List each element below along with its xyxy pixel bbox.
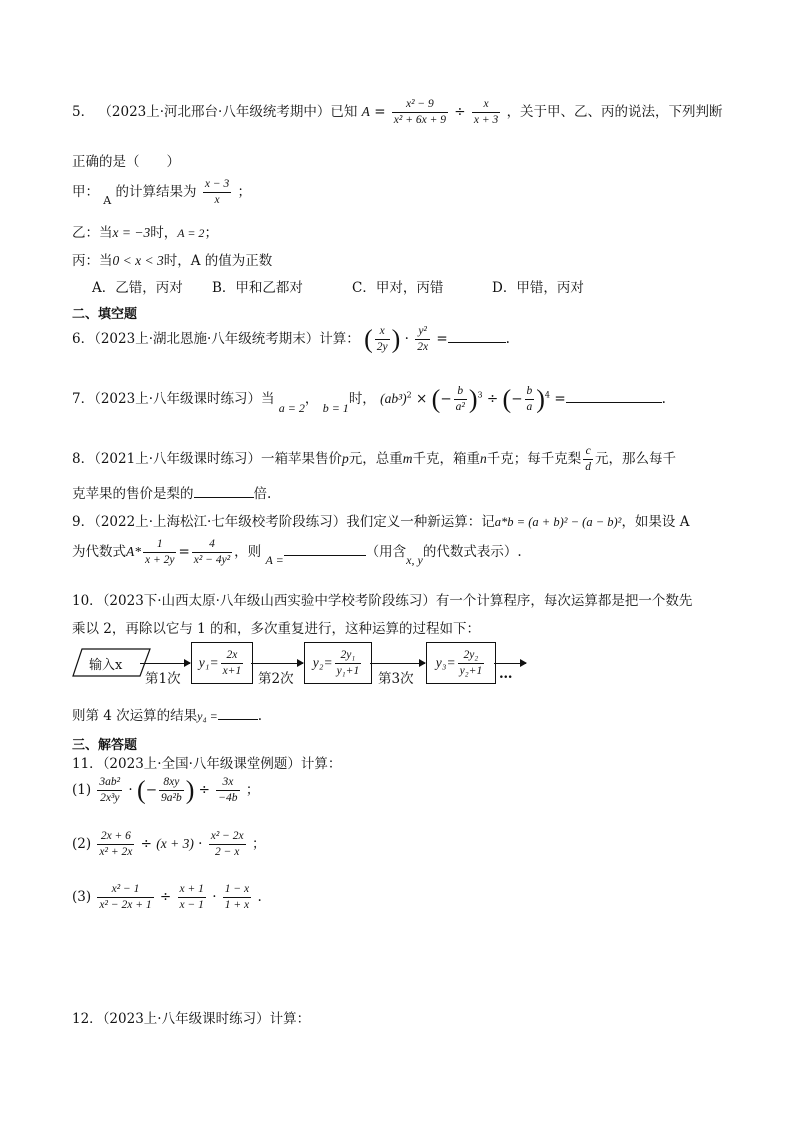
q6-frac2: $\frac{\text{y²}}{2x}$ (417, 325, 429, 353)
q8-answer-blank[interactable] (194, 485, 254, 498)
q12-header: 12．（2023上·八年级课时练习）计算： (72, 1011, 311, 1027)
q5-tail: ，关于甲、乙、丙的说法，下列判断 (506, 104, 723, 120)
q5-eq: = (374, 104, 386, 120)
section-answer-heading: 三、解答题 (72, 738, 138, 753)
q5-option-a: A．乙错，丙对 (92, 280, 183, 296)
q7-frac1: $\frac{b}{\text{a²}}$ (455, 385, 465, 413)
q10-line2: 乘以 2，再除以它与 1 的和，多次重复进行，这种运算的过程如下： (72, 621, 481, 637)
step-3-box: y₃= $\frac{\text{2y₂}}{\text{y₂+1}}$ (426, 642, 496, 684)
q6-answer-blank[interactable] (448, 330, 506, 343)
q6-line: 6．（2023上·湖北恩施·八年级统考期末）计算： ( $\frac{x}{2y}$ ) · $\frac{\text{y²}}{2x}$ = . (72, 324, 510, 354)
q5-frac1: $\frac{\text{x² − 9}}{\text{x² + 6x + 9}}$ (393, 98, 446, 126)
q5-option-c: C．甲对，丙错 (352, 280, 444, 296)
q5-line2: 正确的是（ ） (72, 154, 180, 170)
q9-frac2: $\frac{4}{\text{x² − 4y²}}$ (193, 538, 231, 566)
q11-part2: (2) $\frac{2x + 6}{\text{x² + 2x}}$ ÷ (x + 3) · $\frac{\text{x² − 2x}}{2 - x}$ ； (72, 830, 266, 858)
step-2-box: y₂= $\frac{\text{2y₁}}{\text{y₁+1}}$ (304, 642, 372, 684)
q5-option-b: B．甲和乙都对 (212, 280, 303, 296)
q5-var-A: A (361, 104, 370, 119)
q9-line2: 为代数式A* $\frac{1}{x + 2y}$ = $\frac{4}{\text{x² − 4y²}}$ ，则 A = （用含x, y的代数式表示）. (72, 538, 522, 567)
q5-option-d: D．甲错，丙对 (492, 280, 584, 296)
arrow-3 (370, 663, 425, 664)
q5-jia-A: A (103, 194, 112, 207)
step-1-label: 第1次 (145, 671, 181, 687)
q7-line: 7．（2023上·八年级课时练习）当 a = 2， b = 1时， $(ab^3)^2$ × (− $\frac{b}{\text{a²}}$ )$^3$ ÷ (− $\frac{b}{a}$ )$^4$ = . (72, 384, 666, 415)
step-1-box: y₁= $\frac{2x}{x+1}$ (191, 642, 253, 684)
q10-result-line: 则第 4 次运算的结果y₄ = . (72, 708, 263, 724)
q5-bing: 丙：当0 < x < 3时，A 的值为正数 (72, 253, 273, 269)
input-label: 输入x (89, 658, 123, 673)
q7-answer-blank[interactable] (566, 390, 662, 403)
q9-line1: 9．（2022上·上海松江·七年级校考阶段练习）我们定义一种新运算：记a*b = (a + b)² − (a − b)²，如果设 A (72, 514, 690, 530)
section-fill-in-heading: 二、填空题 (72, 307, 138, 322)
q5-jia-frac: $\frac{x - 3}{x}$ (204, 178, 230, 206)
arrow-1 (140, 663, 190, 664)
q10-answer-blank[interactable] (218, 707, 258, 720)
q9-answer-blank[interactable] (284, 543, 366, 556)
q5-frac2: $\frac{x}{x + 3}$ (473, 98, 499, 126)
q5-line1 (72, 98, 723, 127)
q11-header: 11．（2023上·全国·八年级课堂例题）计算： (72, 756, 342, 772)
q5-yi: 乙：当x = −3时，A = 2； (72, 225, 218, 241)
q10-line1: 10．（2023下·山西太原·八年级山西实验中学校考阶段练习）有一个计算程序，每次运算都是把一个数先 (72, 593, 693, 609)
q8-line2: 克苹果的售价是梨的 倍. (72, 486, 272, 502)
q7-frac2: $\frac{b}{a}$ (526, 385, 533, 413)
q8-frac: $\frac{c}{d}$ (585, 445, 591, 473)
arrow-2 (251, 663, 303, 664)
flow-ellipsis: … (499, 666, 513, 682)
q9-frac1: $\frac{1}{x + 2y}$ (145, 538, 175, 566)
step-3-label: 第3次 (378, 671, 414, 687)
arrow-4 (494, 663, 526, 664)
q5-number: 5． (72, 104, 95, 120)
q5-jia: 甲： $_A$ 的计算结果为 $\frac{x - 3}{x}$ ； (72, 178, 252, 207)
q11-part1: (1) $\frac{\text{3ab²}}{\text{2x³y}}$ · (− $\frac{8xy}{\text{9a²b}}$ ) ÷ $\frac{3x}{-4b}$ ； (72, 775, 260, 805)
q8-line1: 8．（2021上·八年级课时练习）一箱苹果售价p元，总重m千克，箱重n千克；每千克梨 $\frac{c}{d}$ 元，那么每千 (72, 445, 676, 473)
step-2-label: 第2次 (258, 671, 294, 687)
q6-frac1: $\frac{x}{2y}$ (376, 325, 388, 353)
q5-div: ÷ (454, 104, 466, 120)
q11-part3: (3) $\frac{\text{x² − 1}}{\text{x² − 2x + 1}}$ ÷ $\frac{x + 1}{x - 1}$ · $\frac{1 - x}{1 + x}$ . (72, 883, 262, 911)
q5-source: （2023上·河北邢台·八年级统考期中）已知 (98, 104, 358, 120)
